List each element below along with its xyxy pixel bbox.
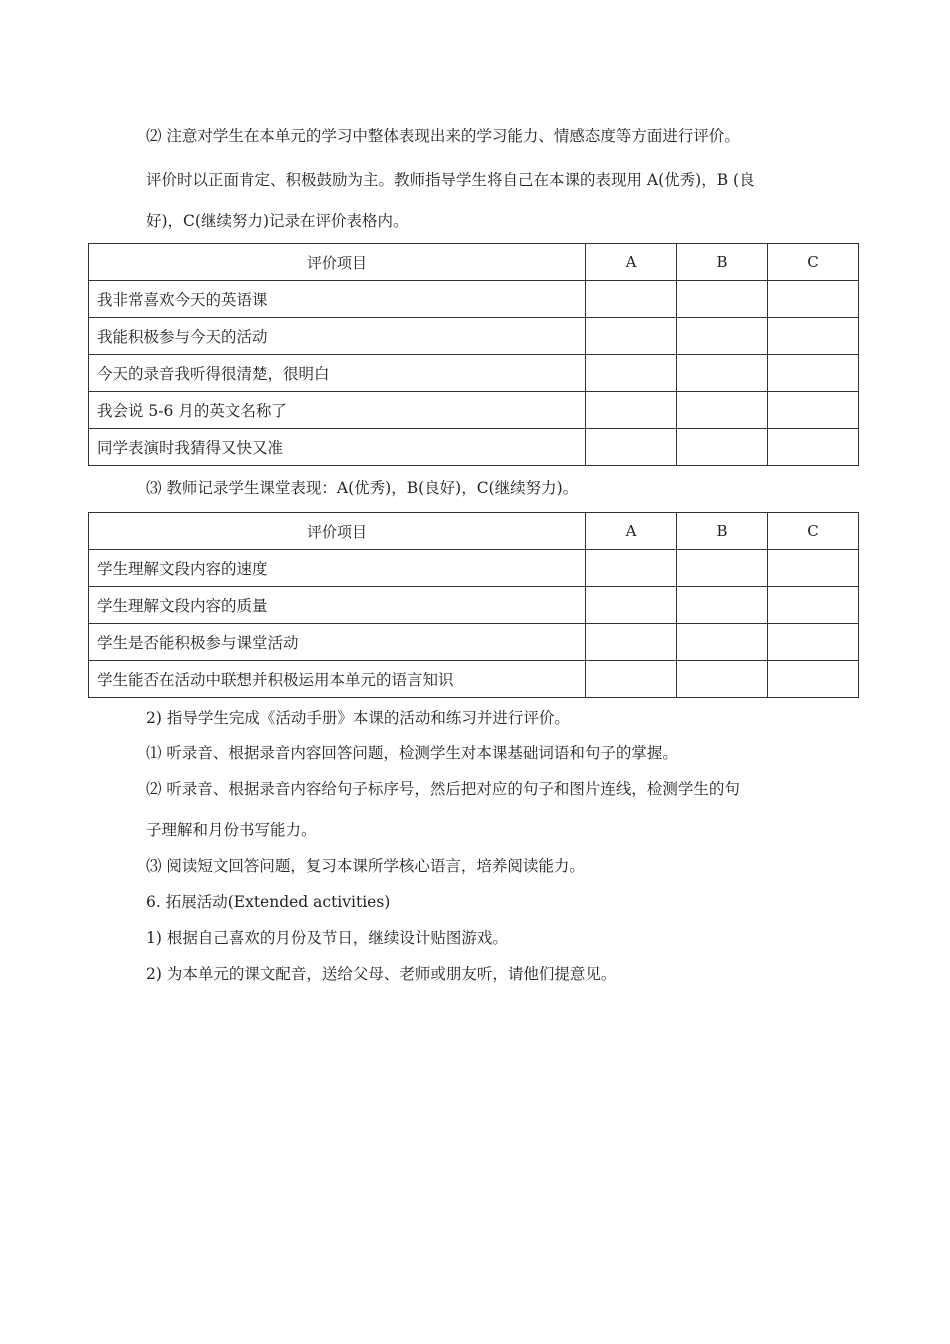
grade-cell-b [677,550,768,587]
grade-cell-c [768,550,859,587]
grade-cell-b [677,429,768,466]
grade-cell-a [586,355,677,392]
header-grade-a: A [586,244,677,281]
row-item: 我非常喜欢今天的英语课 [89,281,586,318]
grade-cell-c [768,661,859,698]
grade-cell-c [768,392,859,429]
intro-line-1: ⑵ 注意对学生在本单元的学习中整体表现出来的学习能力、情感态度等方面进行评价。 [146,127,740,145]
self-evaluation-table [88,243,859,466]
grade-cell-a [586,587,677,624]
grade-cell-b [677,355,768,392]
grade-cell-c [768,355,859,392]
activity-sub-2-line-1: ⑵ 听录音、根据录音内容给句子标序号，然后把对应的句子和图片连线，检测学生的句 [146,780,740,798]
section-3-heading: ⑶ 教师记录学生课堂表现：A(优秀)，B(良好)，C(继续努力)。 [146,479,579,497]
table-row [89,281,859,318]
activity-sub-2-line-2: 子理解和月份书写能力。 [146,821,317,839]
row-item: 学生是否能积极参与课堂活动 [89,624,586,661]
table-row [89,318,859,355]
teacher-record-table [88,512,859,698]
header-item: 评价项目 [89,244,586,281]
table-row [89,355,859,392]
header-grade-b: B [677,513,768,550]
table-row [89,587,859,624]
intro-line-3: 好)，C(继续努力)记录在评价表格内。 [146,212,409,230]
table-row [89,550,859,587]
activity-sub-1: ⑴ 听录音、根据录音内容回答问题，检测学生对本课基础词语和句子的掌握。 [146,744,678,762]
extended-item-2: 2) 为本单元的课文配音，送给父母、老师或朋友听，请他们提意见。 [146,965,617,983]
row-item: 今天的录音我听得很清楚，很明白 [89,355,586,392]
grade-cell-b [677,587,768,624]
grade-cell-b [677,624,768,661]
grade-cell-a [586,392,677,429]
extended-item-1: 1) 根据自己喜欢的月份及节日，继续设计贴图游戏。 [146,929,508,947]
row-item: 同学表演时我猜得又快又准 [89,429,586,466]
row-item: 我会说 5-6 月的英文名称了 [89,392,586,429]
activity-sub-3: ⑶ 阅读短文回答问题，复习本课所学核心语言，培养阅读能力。 [146,857,585,875]
activity-item-2: 2) 指导学生完成《活动手册》本课的活动和练习并进行评价。 [146,709,570,727]
table-row [89,661,859,698]
grade-cell-c [768,429,859,466]
grade-cell-a [586,661,677,698]
grade-cell-a [586,550,677,587]
table-row [89,624,859,661]
row-item: 学生能否在活动中联想并积极运用本单元的语言知识 [89,661,586,698]
header-grade-b: B [677,244,768,281]
table-header-row [89,513,859,550]
row-item: 学生理解文段内容的质量 [89,587,586,624]
header-grade-a: A [586,513,677,550]
header-grade-c: C [768,513,859,550]
grade-cell-a [586,318,677,355]
header-grade-c: C [768,244,859,281]
grade-cell-c [768,318,859,355]
header-item: 评价项目 [89,513,586,550]
grade-cell-b [677,392,768,429]
grade-cell-c [768,624,859,661]
grade-cell-a [586,281,677,318]
grade-cell-b [677,661,768,698]
table-row [89,429,859,466]
grade-cell-a [586,624,677,661]
intro-line-2: 评价时以正面肯定、积极鼓励为主。教师指导学生将自己在本课的表现用 A(优秀)，B (良 [146,171,755,189]
row-item: 我能积极参与今天的活动 [89,318,586,355]
row-item: 学生理解文段内容的速度 [89,550,586,587]
table-row [89,392,859,429]
grade-cell-b [677,281,768,318]
grade-cell-a [586,429,677,466]
table-header-row [89,244,859,281]
grade-cell-b [677,318,768,355]
grade-cell-c [768,281,859,318]
extended-title: 6. 拓展活动(Extended activities) [146,893,391,911]
grade-cell-c [768,587,859,624]
